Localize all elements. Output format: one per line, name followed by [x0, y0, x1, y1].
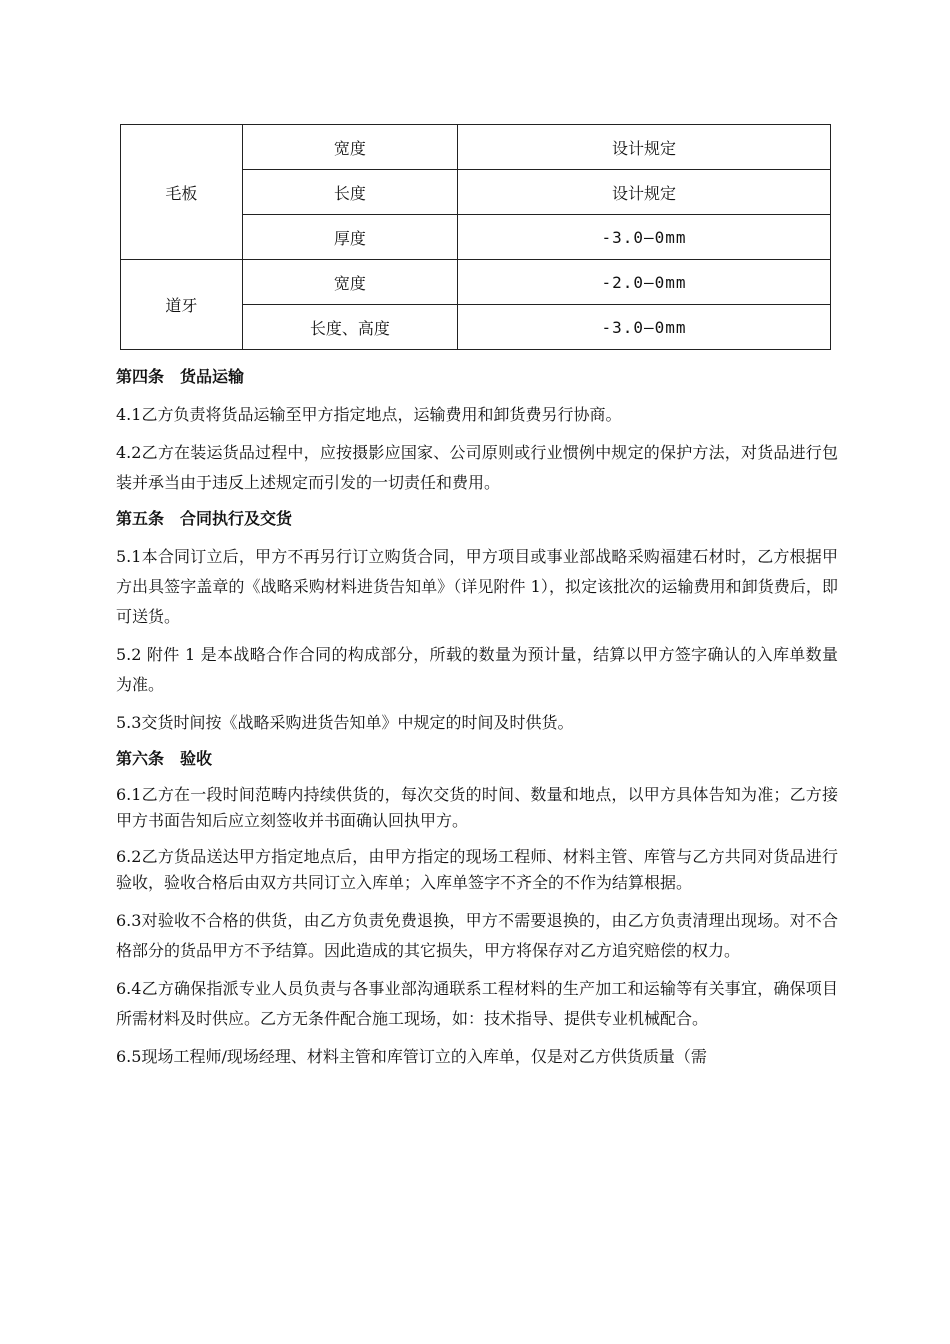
spec-table	[120, 124, 831, 350]
table-cell-item: 厚度	[242, 215, 457, 260]
table-group-label: 毛板	[121, 125, 243, 260]
clause-5-3: 5.3交货时间按《战略采购进货告知单》中规定的时间及时供货。	[116, 713, 574, 732]
clause-5-2: 5.2 附件 1 是本战略合作合同的构成部分，所载的数量为预计量，结算以甲方签字确认的入库单数量为准。	[116, 645, 838, 694]
clause-6-2: 6.2乙方货品送达甲方指定地点后，由甲方指定的现场工程师、材料主管、库管与乙方共同对货品进行验收，验收合格后由双方共同订立入库单；入库单签字不齐全的不作为结算根据。	[116, 847, 838, 892]
clause-5-1: 5.1本合同订立后，甲方不再另行订立购货合同，甲方项目或事业部战略采购福建石材时，乙方根据甲方出具签字盖章的《战略采购材料进货告知单》（详见附件 1），拟定该批次的运输费用和卸货费后，即可送货。	[116, 547, 838, 626]
table-row	[121, 260, 831, 305]
table-cell-spec: -3.0—0mm	[458, 305, 831, 350]
document-body	[116, 364, 838, 1080]
table-group-label: 道牙	[121, 260, 243, 350]
table-cell-item: 宽度	[242, 125, 457, 170]
clause-4-1: 4.1乙方负责将货品运输至甲方指定地点，运输费用和卸货费另行协商。	[116, 405, 622, 424]
table-cell-item: 长度、高度	[242, 305, 457, 350]
table-cell-item: 宽度	[242, 260, 457, 305]
table-cell-spec: -3.0—0mm	[458, 215, 831, 260]
clause-6-1: 6.1乙方在一段时间范畴内持续供货的，每次交货的时间、数量和地点，以甲方具体告知为准；乙方接甲方书面告知后应立刻签收并书面确认回执甲方。	[116, 785, 838, 830]
table-row	[121, 125, 831, 170]
section-heading: 第六条 验收	[116, 749, 213, 768]
section-heading: 第四条 货品运输	[116, 367, 245, 386]
table-cell-item: 长度	[242, 170, 457, 215]
clause-6-4: 6.4乙方确保指派专业人员负责与各事业部沟通联系工程材料的生产加工和运输等有关事宜，确保项目所需材料及时供应。乙方无条件配合施工现场，如：技术指导、提供专业机械配合。	[116, 979, 838, 1028]
table-cell-spec: 设计规定	[458, 170, 831, 215]
table-cell-spec: -2.0—0mm	[458, 260, 831, 305]
clause-4-2: 4.2乙方在装运货品过程中，应按摄影应国家、公司原则或行业惯例中规定的保护方法，对货品进行包装并承当由于违反上述规定而引发的一切责任和费用。	[116, 443, 838, 492]
section-heading: 第五条 合同执行及交货	[116, 509, 293, 528]
clause-6-3: 6.3对验收不合格的供货，由乙方负责免费退换，甲方不需要退换的，由乙方负责清理出现场。对不合格部分的货品甲方不予结算。因此造成的其它损失，甲方将保存对乙方追究赔偿的权力。	[116, 911, 838, 960]
table-cell-spec: 设计规定	[458, 125, 831, 170]
clause-6-5: 6.5现场工程师/现场经理、材料主管和库管订立的入库单，仅是对乙方供货质量（需	[116, 1047, 707, 1066]
